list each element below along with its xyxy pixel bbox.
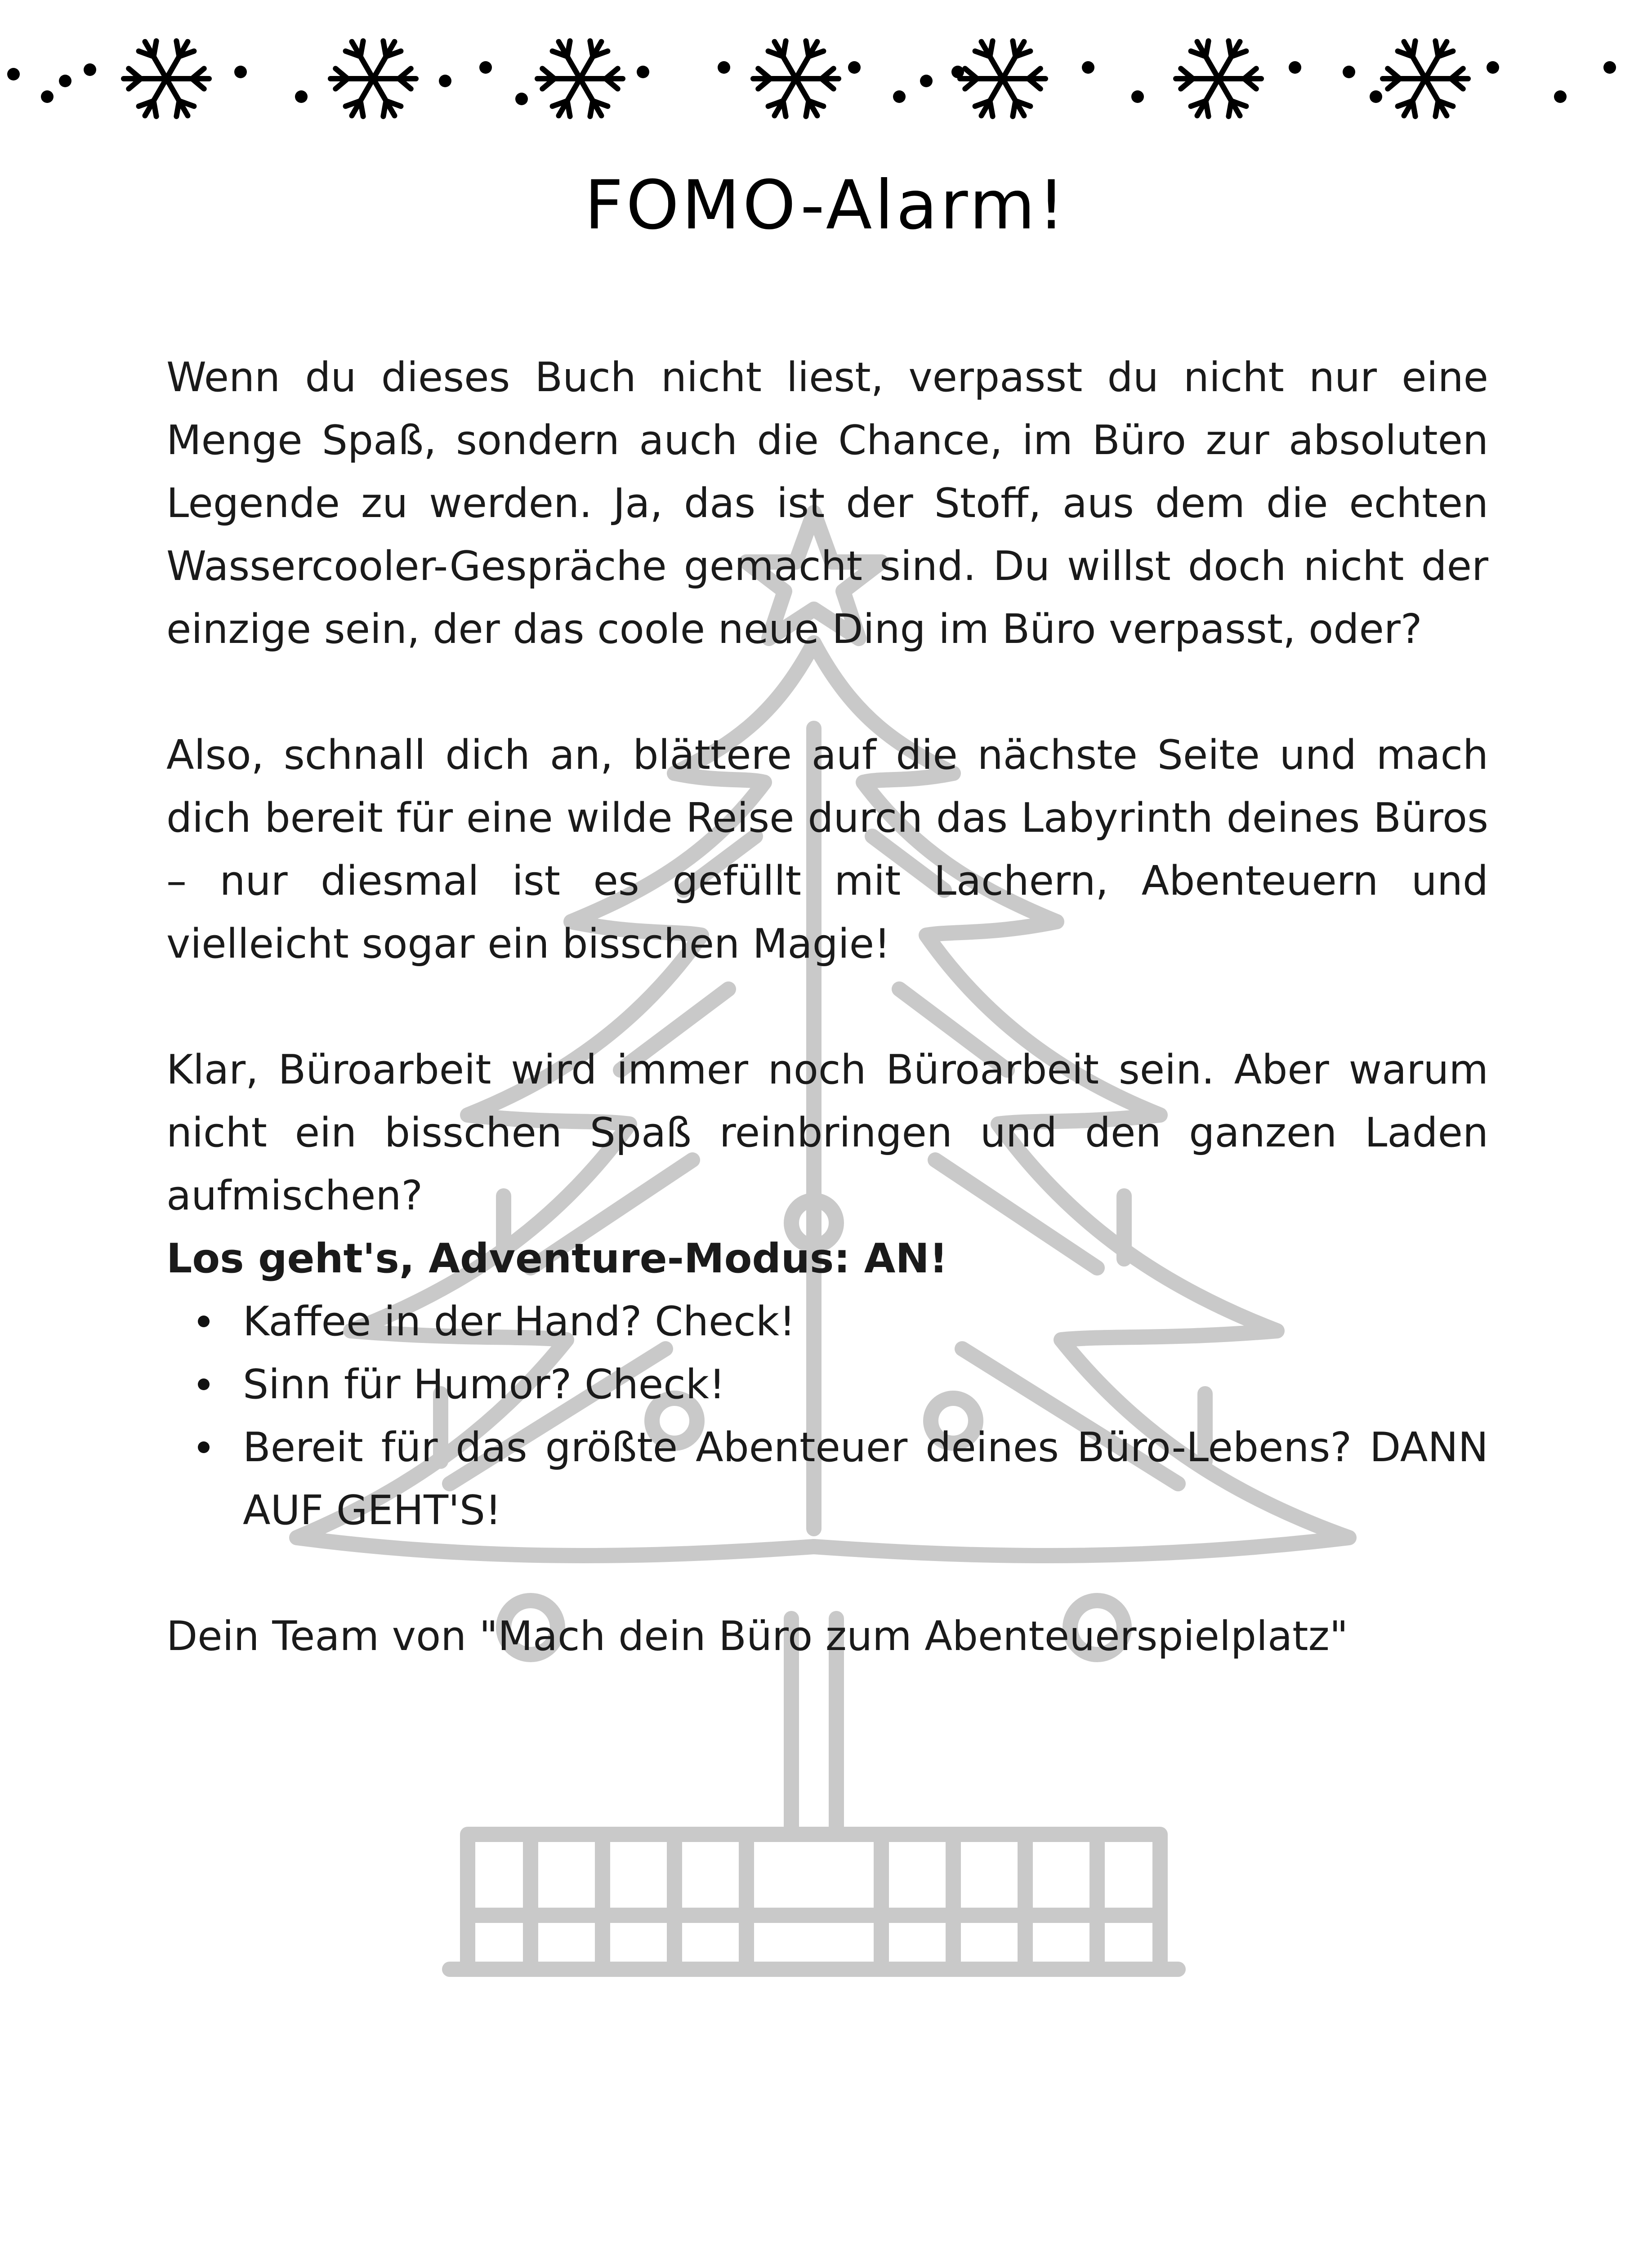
snowflake-border (0, 0, 1652, 148)
list-item (166, 1353, 1488, 1416)
bold-callout: Los geht's, Adventure-Modus: AN! (166, 1235, 948, 1282)
bullet-icon (198, 1316, 210, 1327)
paragraph: Wenn du dieses Buch nicht liest, verpasst du nicht nur eine Menge Spaß, sondern auch die Chance, im Büro zur absoluten Legende zu werden. Ja, das ist der Stoff, aus dem die echten Wassercooler-Gespräche gemacht sind. Du willst doch nicht der einzige sein, der das coole neue Ding im Büro verpasst, oder? (166, 354, 1488, 653)
list-item (166, 1290, 1488, 1353)
signature: Dein Team von "Mach dein Büro zum Abenteuerspielplatz" (166, 1613, 1348, 1660)
list-item (166, 1416, 1488, 1542)
paragraph: Also, schnall dich an, blättere auf die nächste Seite und mach dich bereit für eine wilde Reise durch das Labyrinth deines Büros – nur diesmal ist es gefüllt mit Lachern, Abenteuern und vielleicht sogar ein bisschen Magie! (166, 731, 1488, 968)
list-item-text: Sinn für Humor? Check! (243, 1361, 725, 1408)
list-item-text: Kaffee in der Hand? Check! (243, 1298, 796, 1345)
page-title: FOMO-Alarm! (584, 166, 1068, 245)
paragraph: Klar, Büroarbeit wird immer noch Büroarbeit sein. Aber warum nicht ein bisschen Spaß reinbringen und den ganzen Laden aufmischen? (166, 1046, 1488, 1219)
bullet-icon (198, 1378, 210, 1390)
checklist (166, 1290, 1488, 1542)
bullet-icon (198, 1441, 210, 1453)
body-text (166, 346, 1488, 1668)
list-item-text: Bereit für das größte Abenteuer deines Büro-Lebens? DANN AUF GEHT'S! (243, 1424, 1488, 1534)
